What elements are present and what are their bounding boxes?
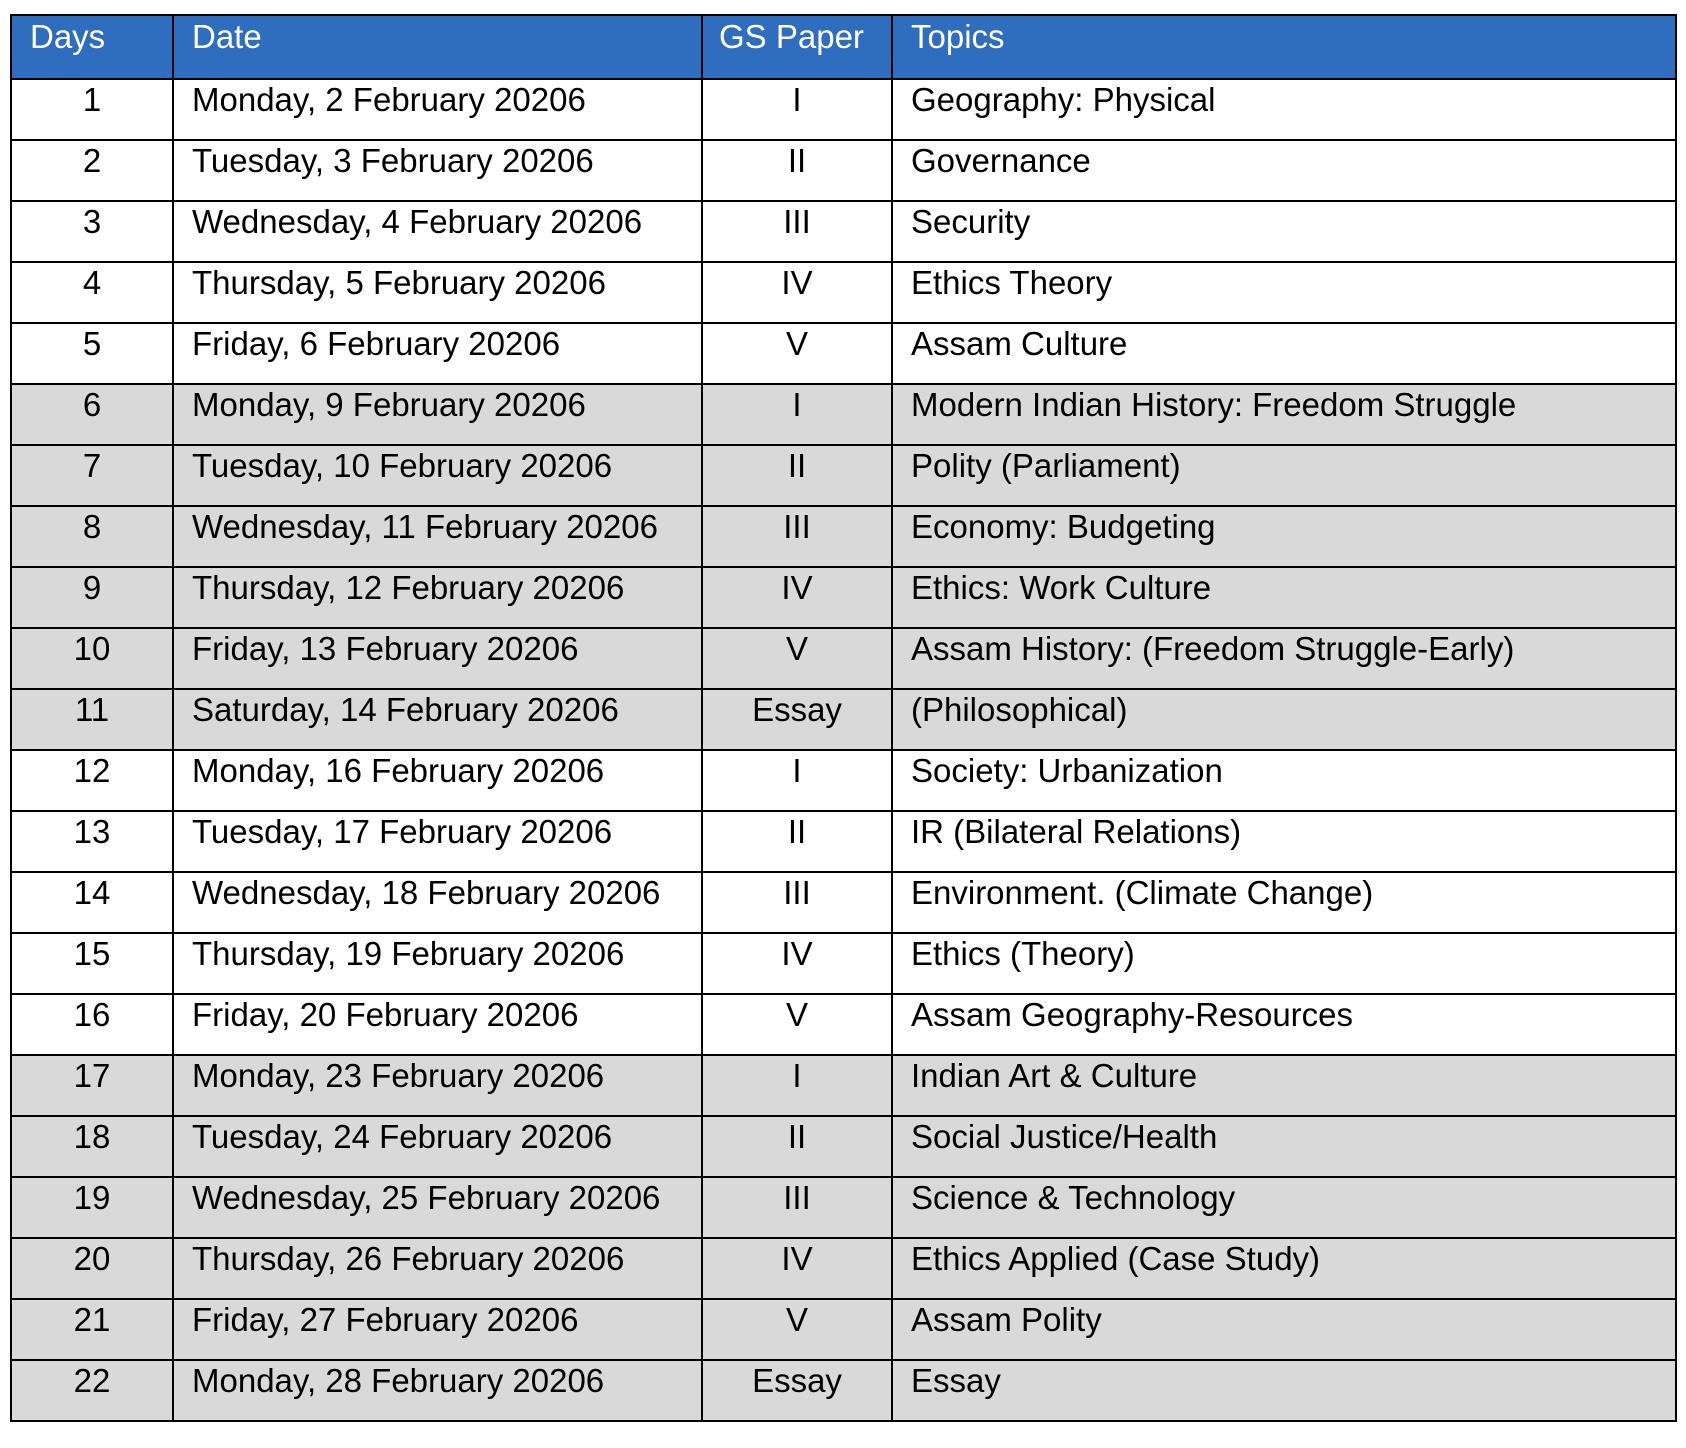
gs-paper-cell: I	[702, 79, 892, 140]
topic-cell: Environment. (Climate Change)	[892, 872, 1676, 933]
gs-paper-cell: IV	[702, 567, 892, 628]
table-row	[11, 140, 1676, 201]
topic-cell: Society: Urbanization	[892, 750, 1676, 811]
topic-cell: Ethics Theory	[892, 262, 1676, 323]
header-gs-paper: GS Paper	[702, 15, 892, 79]
topic-cell: Indian Art & Culture	[892, 1055, 1676, 1116]
day-cell: 9	[11, 567, 173, 628]
topic-cell: Assam Polity	[892, 1299, 1676, 1360]
gs-paper-cell: II	[702, 140, 892, 201]
table-row	[11, 1116, 1676, 1177]
table-body	[11, 79, 1676, 1421]
gs-paper-cell: III	[702, 872, 892, 933]
date-cell: Tuesday, 17 February 20206	[173, 811, 702, 872]
day-cell: 22	[11, 1360, 173, 1421]
table-row	[11, 872, 1676, 933]
table-row	[11, 79, 1676, 140]
table-row	[11, 201, 1676, 262]
date-cell: Friday, 20 February 20206	[173, 994, 702, 1055]
header-topics: Topics	[892, 15, 1676, 79]
topic-cell: Assam Culture	[892, 323, 1676, 384]
gs-paper-cell: I	[702, 384, 892, 445]
topic-cell: Geography: Physical	[892, 79, 1676, 140]
day-cell: 17	[11, 1055, 173, 1116]
day-cell: 6	[11, 384, 173, 445]
topic-cell: Assam Geography-Resources	[892, 994, 1676, 1055]
table-row	[11, 1360, 1676, 1421]
date-cell: Monday, 28 February 20206	[173, 1360, 702, 1421]
date-cell: Saturday, 14 February 20206	[173, 689, 702, 750]
gs-paper-cell: III	[702, 1177, 892, 1238]
day-cell: 4	[11, 262, 173, 323]
gs-paper-cell: Essay	[702, 689, 892, 750]
day-cell: 19	[11, 1177, 173, 1238]
header-row	[11, 15, 1676, 79]
topic-cell: Security	[892, 201, 1676, 262]
gs-paper-cell: V	[702, 323, 892, 384]
day-cell: 2	[11, 140, 173, 201]
table-row	[11, 933, 1676, 994]
gs-paper-cell: IV	[702, 1238, 892, 1299]
date-cell: Monday, 16 February 20206	[173, 750, 702, 811]
date-cell: Wednesday, 11 February 20206	[173, 506, 702, 567]
day-cell: 21	[11, 1299, 173, 1360]
date-cell: Thursday, 5 February 20206	[173, 262, 702, 323]
topic-cell: Social Justice/Health	[892, 1116, 1676, 1177]
schedule-table	[10, 14, 1677, 1422]
date-cell: Monday, 23 February 20206	[173, 1055, 702, 1116]
gs-paper-cell: III	[702, 201, 892, 262]
gs-paper-cell: V	[702, 628, 892, 689]
date-cell: Wednesday, 4 February 20206	[173, 201, 702, 262]
topic-cell: Ethics (Theory)	[892, 933, 1676, 994]
gs-paper-cell: V	[702, 994, 892, 1055]
table-row	[11, 994, 1676, 1055]
topic-cell: Polity (Parliament)	[892, 445, 1676, 506]
day-cell: 18	[11, 1116, 173, 1177]
day-cell: 11	[11, 689, 173, 750]
table-row	[11, 567, 1676, 628]
table-row	[11, 628, 1676, 689]
day-cell: 20	[11, 1238, 173, 1299]
table-row	[11, 323, 1676, 384]
gs-paper-cell: II	[702, 811, 892, 872]
day-cell: 7	[11, 445, 173, 506]
day-cell: 13	[11, 811, 173, 872]
gs-paper-cell: III	[702, 506, 892, 567]
table-row	[11, 262, 1676, 323]
header-days: Days	[11, 15, 173, 79]
header-date: Date	[173, 15, 702, 79]
gs-paper-cell: V	[702, 1299, 892, 1360]
topic-cell: IR (Bilateral Relations)	[892, 811, 1676, 872]
table-row	[11, 1238, 1676, 1299]
gs-paper-cell: I	[702, 1055, 892, 1116]
date-cell: Thursday, 12 February 20206	[173, 567, 702, 628]
date-cell: Wednesday, 25 February 20206	[173, 1177, 702, 1238]
topic-cell: (Philosophical)	[892, 689, 1676, 750]
gs-paper-cell: II	[702, 1116, 892, 1177]
day-cell: 3	[11, 201, 173, 262]
table-row	[11, 811, 1676, 872]
topic-cell: Assam History: (Freedom Struggle-Early)	[892, 628, 1676, 689]
table-row	[11, 384, 1676, 445]
date-cell: Monday, 9 February 20206	[173, 384, 702, 445]
date-cell: Friday, 6 February 20206	[173, 323, 702, 384]
gs-paper-cell: IV	[702, 262, 892, 323]
date-cell: Tuesday, 24 February 20206	[173, 1116, 702, 1177]
date-cell: Monday, 2 February 20206	[173, 79, 702, 140]
date-cell: Thursday, 19 February 20206	[173, 933, 702, 994]
date-cell: Wednesday, 18 February 20206	[173, 872, 702, 933]
table-row	[11, 506, 1676, 567]
day-cell: 14	[11, 872, 173, 933]
table-row	[11, 1299, 1676, 1360]
table-row	[11, 1177, 1676, 1238]
topic-cell: Economy: Budgeting	[892, 506, 1676, 567]
table-row	[11, 445, 1676, 506]
day-cell: 16	[11, 994, 173, 1055]
topic-cell: Modern Indian History: Freedom Struggle	[892, 384, 1676, 445]
topic-cell: Essay	[892, 1360, 1676, 1421]
day-cell: 8	[11, 506, 173, 567]
topic-cell: Ethics: Work Culture	[892, 567, 1676, 628]
date-cell: Friday, 27 February 20206	[173, 1299, 702, 1360]
topic-cell: Governance	[892, 140, 1676, 201]
gs-paper-cell: Essay	[702, 1360, 892, 1421]
gs-paper-cell: II	[702, 445, 892, 506]
gs-paper-cell: IV	[702, 933, 892, 994]
day-cell: 15	[11, 933, 173, 994]
table-row	[11, 689, 1676, 750]
day-cell: 1	[11, 79, 173, 140]
topic-cell: Science & Technology	[892, 1177, 1676, 1238]
table-row	[11, 1055, 1676, 1116]
day-cell: 12	[11, 750, 173, 811]
gs-paper-cell: I	[702, 750, 892, 811]
date-cell: Tuesday, 3 February 20206	[173, 140, 702, 201]
day-cell: 10	[11, 628, 173, 689]
date-cell: Tuesday, 10 February 20206	[173, 445, 702, 506]
table-row	[11, 750, 1676, 811]
table-header	[11, 15, 1676, 79]
topic-cell: Ethics Applied (Case Study)	[892, 1238, 1676, 1299]
day-cell: 5	[11, 323, 173, 384]
date-cell: Thursday, 26 February 20206	[173, 1238, 702, 1299]
date-cell: Friday, 13 February 20206	[173, 628, 702, 689]
